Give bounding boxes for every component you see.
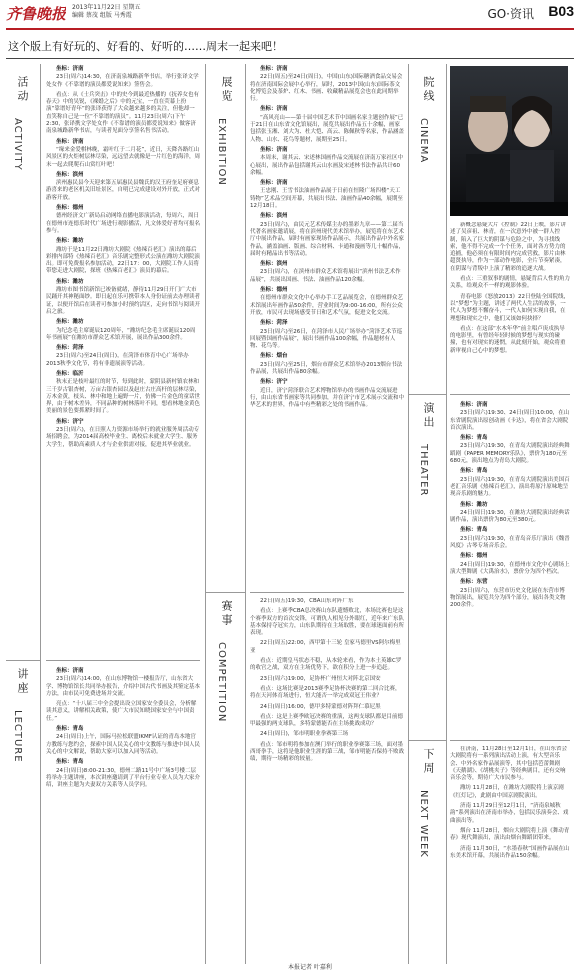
item-location: 坐标：济南 [260, 146, 288, 153]
nextweek-column [450, 746, 570, 972]
item-location: 坐标：临沂 [56, 370, 84, 377]
item-location: 坐标：德州 [260, 287, 288, 294]
lecture-column [46, 666, 200, 962]
page-headline: 这个版上有好玩的、好看的、好听的……周末一起来吧！ [8, 40, 283, 53]
item-text: 23日(周六)14:30，在济南泉城路新华书店，举行张译文学处女作《不靠谱的演员都爱说知来》签售会。 [46, 74, 199, 88]
item-text: 德州经济文广新局启动网络直播电影演活动，每周六，周日在德州市连德乐时代广场进行观影播活，凡文体爱好者均可报名参与。 [46, 213, 200, 234]
item-location: 坐标：菏泽 [56, 345, 84, 352]
byline: 本报记者 叶嘉利 [288, 964, 332, 971]
item-text: 23日(周六)，在日照人力资源市场举行的就业服务周活动专场招聘会，为2014届高校毕业生、离校后未就业大学生、服务大学生，帮助高素质人才与企业供需对接，促进其毕业就业。 [46, 427, 200, 448]
item-text: 看点：近期皇马状态不稳，从本轮来看，作为本土英雄C罗的收官之战，双方在主场优势下，欲在积分上进一步追赶。 [250, 658, 402, 672]
section-name: GO·资讯 [487, 7, 534, 21]
item-text: 看点：从《士兵突击》中的史今到最近热播的《抚养女也有春天》中的吴锐，《裸婚之后》中的元宝，一直在荧幕上扮演“靠谱好青年”的张译获得了大众越来越多的关注，但他却一直笑称自己是一位“不靠谱的演员”。11月23日(周六)下午2:30，张译携文学处女作《不靠谱的演员都爱说知来》做客济南泉城路新华书店，与读者见面分享签名售书活动。 [46, 91, 200, 135]
item-location: 坐标：德州 [56, 205, 84, 212]
item-text: 23日(周六)19:00，足协杯广州恒大对阵北京国安 [260, 675, 381, 682]
item-text: 23日(周六)14:00，在山东博物馆一楼报告厅，山东省大学、博物馆馆长共同举办报告，介绍中国古代书画及其鉴定基本方法，由市民可免费进场并交流。 [46, 676, 200, 697]
item-text: 23日(周六)19:30，在青岛音乐厅演出《魏晋风度》古琴专场音乐会。 [450, 535, 570, 550]
item-text: 为纪念毛主席诞辰120周年，“潍坊纪念毛主席诞辰120周年书画展”在潍坊市群众艺术馆开展，展出作品300余件。 [46, 327, 196, 341]
item-text: 在济南，11月28日至12月1日，在山东省会大剧院将有一系列演出活动上演，有大型音乐会、中外名家作品展演等，其中包括芭蕾舞剧《天鹅湖》、《胡桃夹子》等经典剧目，还有交响音乐会等，期待广大市民参与。 [450, 746, 567, 782]
item-location: 坐标：济南 [260, 66, 288, 72]
theater-nextweek-rule [450, 740, 570, 741]
item-text: 看点：这是上赛季欧冠决赛的重演，这两支球队都是目前德甲最强的两支球队，多特蒙德能否在主场挑战成功？ [250, 713, 404, 728]
item-text: 潍坊市图书馆新馆已竣备就绪，静待11月29日开门广大市民踊开其神秘面纱。即日起在乐可携带本人身份证前去办理读者证，以便开馆后在读者可参加小时预约活区，走向书馆与阅读开启之旅。 [46, 287, 200, 315]
item-text: 24日(周日)上午，国际马拉松联盟IKMF认证的青岛本地官方教练与您约会，探索中国人民关心的中文教练与推进中国人民关心的中文解说，帮助大家可以加入同等活动。 [46, 734, 200, 755]
section-lecture-cn: 讲座 [16, 668, 29, 696]
item-text: 23日(周六)至25日，烟台市群众艺术馆举办2013烟台书法作品展，共展出作品80余幅。 [250, 361, 403, 375]
exhibition-column [250, 64, 404, 586]
movie-poster-image [450, 66, 568, 216]
item-text: 秋末正是枝叶最红的时节，每到此时，蒙阴县新村镇农林和三千岁古银杏树，万亩古银杏园以及赵庄古庄高杆的层林尽染，万木金黄，枝头、林中和地上遍野一片，仿佛一片金色的童话世界，由于树木差异，不同品种的树林落叶不同，想看林地金黄色美丽的景色要抓紧时间了。 [46, 379, 200, 415]
item-text: 23日(周六)，东营市历史文化展在东营市博物馆展出，展览共分为四个部分，展出各类文物200余件。 [450, 587, 566, 609]
masthead [0, 0, 580, 28]
item-location: 坐标：济南 [260, 180, 288, 187]
label-rule-nextweek [408, 740, 446, 741]
item-location: 坐标：济宁 [260, 379, 288, 386]
item-location: 坐标：潍坊 [460, 501, 488, 508]
item-text: 在德州市群众文化中心举办手工艺品展览会，在德州群众艺术馆展出年画作品50余件，营业时间为9:00-16:00，所有公众开放，市民可去现场感受节日和艺术气氛，促进文化交流。 [250, 295, 404, 316]
section-competition-en: COMPETITION [216, 642, 227, 723]
item-location: 坐标：青岛 [460, 527, 488, 534]
section-cinema-cn: 院线 [422, 76, 435, 104]
item-text: 24日(周日)16:00，德甲多特蒙德对阵拜仁慕尼黑 [260, 703, 381, 710]
item-text: 新概念悬疑大片《控制》22日上映，影片讲述了吴彦祖、林青，在一次意外中被一群人控制，陷入了巨大的阴谋与危险之中，为寻找线索，他不得不完成一个个任务，面对各方势力的追捕，他必须在有限时间内完成营救，影片由林超贤执导，作为一部动作电影，全片节奏紧凑，在阴谋与背叛中上演了精彩的追逐大战。 [450, 222, 566, 272]
item-text: 23日(周六)19:30、24日(周日)10:00，在山东省剧院演出原创动画《卡达》，将在省会大剧院首次演出。 [450, 410, 570, 431]
header-meta [72, 4, 212, 20]
item-text: 23日(周六)19:30，在青岛大剧院演出美国百老汇音乐剧《热辣百老汇》，演出将原汁原味地呈现音乐剧的魅力。 [450, 476, 570, 498]
item-text: 滨州惠民县今天迎来第五届惠民县魏氏的汉王府奎足府赛息游喜来的老区机关旧址景区，自明已完成建设对外开放，正式对游客开放。 [46, 180, 200, 201]
item-text: 济南 11月29日至12月1日，“济南泉城秋韵”系列演出在济南市举办，包括民乐演奏会、戏曲演出等。 [450, 803, 569, 824]
item-location: 坐标：济南 [260, 106, 288, 113]
paper-logo-text: 齐鲁晚报 [6, 5, 66, 23]
item-location: 坐标：青岛 [56, 726, 84, 733]
divider-1 [40, 64, 41, 964]
item-text: 潍坊 11月28日，在潍坊大剧院将上演京剧《红灯记》，此剧由中国京剧院演出。 [450, 785, 564, 799]
item-location: 坐标：潍坊 [56, 278, 84, 285]
activity-lecture-rule [46, 660, 200, 661]
item-text: 潍坊于是11月22日潍坊大剧院《热辣百老汇》演出的幕后彩排内部特《热辣百老汇》音乐剧完整形式公演在潍坊大剧院演出。即可免费报名参加活动，22日17：00，大剧院工作人员将带您走进大剧院，探班《热辣百老汇》演员的幕后。 [46, 246, 200, 275]
item-text: 24日(周日)19:30，在德州市文化中心剧场上演大型舞剧《大禹治水》，票价分为四个档次。 [450, 561, 570, 575]
section-nextweek-en: NEXT WEEK [418, 790, 429, 858]
date-line: 2013年11月22日 星期五 [72, 4, 141, 11]
item-text: 23日(周六)，由民元艺术传媒主办的墨彩九章——第二届当代著名画家邀请展，将在滨州现代美术馆举办，展览将在东艺术厅中展出作品，届时有画家现场作品展示，共展出作品中外名家作品，涵盖油画、版画、综合材料、卡通和漫画等几十幅作品，届时有精品出书等活动。 [250, 221, 404, 257]
section-exhibition-en: EXHIBITION [216, 118, 227, 186]
item-text: 近日，济宁菏泽联合艺术博物馆举办的书画作品交流展进行，由山东省书画家等共同参加，并在济宁市艺术展示交流和中华艺术的世界，作品中有些精彩之处的书画作品。 [250, 387, 404, 409]
section-lecture-en: LECTURE [12, 710, 23, 763]
divider-5 [446, 64, 447, 964]
item-location: 坐标：滨州 [260, 261, 288, 268]
item-text: 22日(周五)至24日(周日)，中国(山东)国际糖酒食品交易会将在济南国际会展中心举行，届时，2013中国(山东)国际茶文化博览会及茶炉、红木、书画、收藏精品展览会也在此同期举行。 [250, 74, 403, 103]
item-location: 坐标：济南 [460, 402, 488, 408]
masthead-rule [6, 28, 574, 30]
theater-column [450, 400, 570, 736]
item-text: 济南 11月30日，“水墨春秋”国画作品展在山东美术馆开幕，共展出作品150余幅。 [450, 845, 570, 859]
editors-line: 编辑 蔡茂 组版 马秀霞 [72, 12, 132, 19]
item-text: 亮点：“十八届三中全会提出设立国家安全委员会，分析解读其意义，讲解相关政策，使广大市民知晓国家安全与中国责任。” [46, 701, 197, 722]
item-location: 坐标：济宁 [56, 418, 84, 425]
item-text: 看点：上赛季CBA总决赛山东队遗憾败北，本场比赛也是这个赛季双方的首次交锋，可谓仇人相见分外眼红，近年来广东队基本保持夺冠实力，山东队期待在主场取胜，要在球迷面前有所表现。 [250, 608, 404, 637]
item-location: 坐标：滨州 [56, 171, 84, 178]
item-location: 坐标：青岛 [56, 759, 84, 766]
item-text: 本周末，谢其云、宋述林国画作品交流展在济南万家社区中心展出，展出作品包括谢其云山水画及宋述林书法作品共计60余幅。 [250, 155, 404, 176]
cinema-theater-rule [450, 394, 570, 395]
item-text: 23日(周六)19:30，在青岛大剧院演出经典舞蹈剧《PAPER MEMORY乐队》，票价为180元至680元，演出地点为青岛大剧院。 [450, 443, 570, 465]
item-text: 看点：这场比赛是2013赛季足协杯决赛的第二回合比赛，将在天河体育场进行，恒大能否一举完成双冠王伟业？ [250, 685, 401, 700]
item-location: 坐标：济南 [56, 66, 84, 72]
divider-2 [205, 64, 206, 964]
item-text: 王忠刚、王雪书法油画作品展于日前在恒隆广场四楼“天工铸物”艺术品空间开幕，共展出书法、油画作品40余幅，展期至12月18日。 [250, 188, 403, 210]
item-location: 坐标：菏泽 [260, 320, 288, 327]
section-activity-en: ACTIVITY [12, 118, 23, 171]
item-text: 看点：邹市明将参加在澳门举行的职业拳赛第三场，面对墨西哥拳手，这将是他职业生涯的第三战，邹市明能否保持不败战绩，期待一场精彩的较量。 [250, 741, 404, 763]
item-text: 23日(周六)至24日(周日)，在菏泽市体育中心广场举办2013秋季文化节，将有非遗展演等活动。 [46, 353, 189, 367]
headline-rule [6, 58, 574, 59]
section-competition-cn: 赛事 [220, 600, 233, 628]
item-location: 坐标：德州 [460, 553, 488, 560]
item-text: 24日(周日)，邹市明职业拳赛第三场 [260, 731, 349, 738]
competition-column [250, 598, 404, 958]
item-location: 坐标：济南 [56, 138, 84, 145]
section-theater-cn: 演出 [422, 402, 435, 430]
item-text: 24日(周日)19:30，在潍坊大剧院演出经典话剧作品，演出票价为80元至380元。 [450, 509, 570, 524]
item-text: 看点：三重叙事的剧情，悬疑背后人性的角力关系，给观众不一样的观影体验。 [450, 276, 570, 290]
item-location: 坐标：烟台 [260, 353, 288, 360]
item-location: 坐标：东营 [460, 579, 488, 586]
item-location: 坐标：滨州 [260, 213, 288, 220]
divider-3 [245, 64, 246, 964]
item-text: 24日(周日)8:00-21:30，德州二路11号中广场3号楼二层将举办主题讲座，本次讲座邀请到了平台行业专业人员为大家介绍，讲座主题为夫妻双方关系等人员学问。 [46, 767, 200, 789]
section-exhibition-cn: 展览 [220, 76, 233, 104]
item-location: 坐标：潍坊 [56, 238, 84, 245]
item-text: 22日(周五)22:00，西甲第十三轮 皇家马德里VS阿尔梅里亚 [250, 640, 401, 654]
item-text: 22日(周五)19:30，CBA山东对阵广东 [260, 598, 354, 604]
item-location: 坐标：青岛 [460, 468, 488, 475]
item-text: 看点：在这部“水木年华”前主唱卢庚戌执导的电影里，有曾经年轻时候的梦想与现实的碰撞，也有对现实的迷惘，从此刻开始，观众将重新审视自己心中的梦想。 [450, 325, 566, 354]
item-text: “高风亮山——第十届中国艺术节中国画名家主题创作展”已于21日在山东省文化馆展出，展览共展出作品五十余幅，画家包括张玉湘、刘大为、杜大恺、高云、陈佩秋等名家，作品涵盖人物、山水、花鸟等题材，展期至25日。 [250, 114, 404, 143]
item-text: 青春电影《怒放2013》22日登陆全国院线，以“梦想”为主题，讲述了两代人生活的故事，一代人为梦想不懈奋斗，一代人如何实现自我，在理想和现实之中，他们又该如何抉择？ [450, 293, 569, 322]
divider-4 [408, 64, 409, 964]
movie-poster-illustration [450, 66, 568, 216]
item-text: “缘来金爱棋林晚，霜叶红于二月花”，近日，天降各路红山风景区的火炬树层林尽染，远远望去就像是一片红色的海洋，周末一起去爬爬石山赏红叶吧！ [46, 146, 200, 168]
section-activity-cn: 活动 [16, 76, 29, 104]
label-rule-theater [408, 394, 446, 395]
item-text: 23日(周六)至26日，在菏泽市人民广场举办“菏泽艺术节巡回展暨国画作品展”，展出书画作品100余幅，作品题材有人物、花鸟等。 [250, 328, 403, 350]
section-cinema-en: CINEMA [418, 118, 429, 164]
activity-column [46, 64, 200, 654]
paper-logo [6, 3, 66, 23]
section-theater-en: THEATER [418, 444, 429, 497]
exhibition-competition-rule [250, 592, 404, 593]
label-rule-lecture [6, 660, 40, 661]
item-location: 坐标：潍坊 [56, 319, 84, 326]
item-location: 坐标：济南 [56, 668, 84, 674]
item-text: 23日(周六)，在滨州市群众艺术馆将展出“滨州书法艺术作品展”，共展出国画、书法、油画作品120余幅。 [250, 269, 401, 283]
cinema-column [450, 222, 570, 390]
label-rule-competition [205, 592, 245, 593]
page-number: B03 [548, 3, 574, 19]
item-location: 坐标：青岛 [460, 435, 488, 442]
section-nextweek-cn: 下周 [422, 748, 435, 776]
item-text: 烟台 11月28日，烟台大剧院将上演《舞动青春》现代舞演出，演出由烟台舞蹈团带来。 [450, 827, 570, 842]
